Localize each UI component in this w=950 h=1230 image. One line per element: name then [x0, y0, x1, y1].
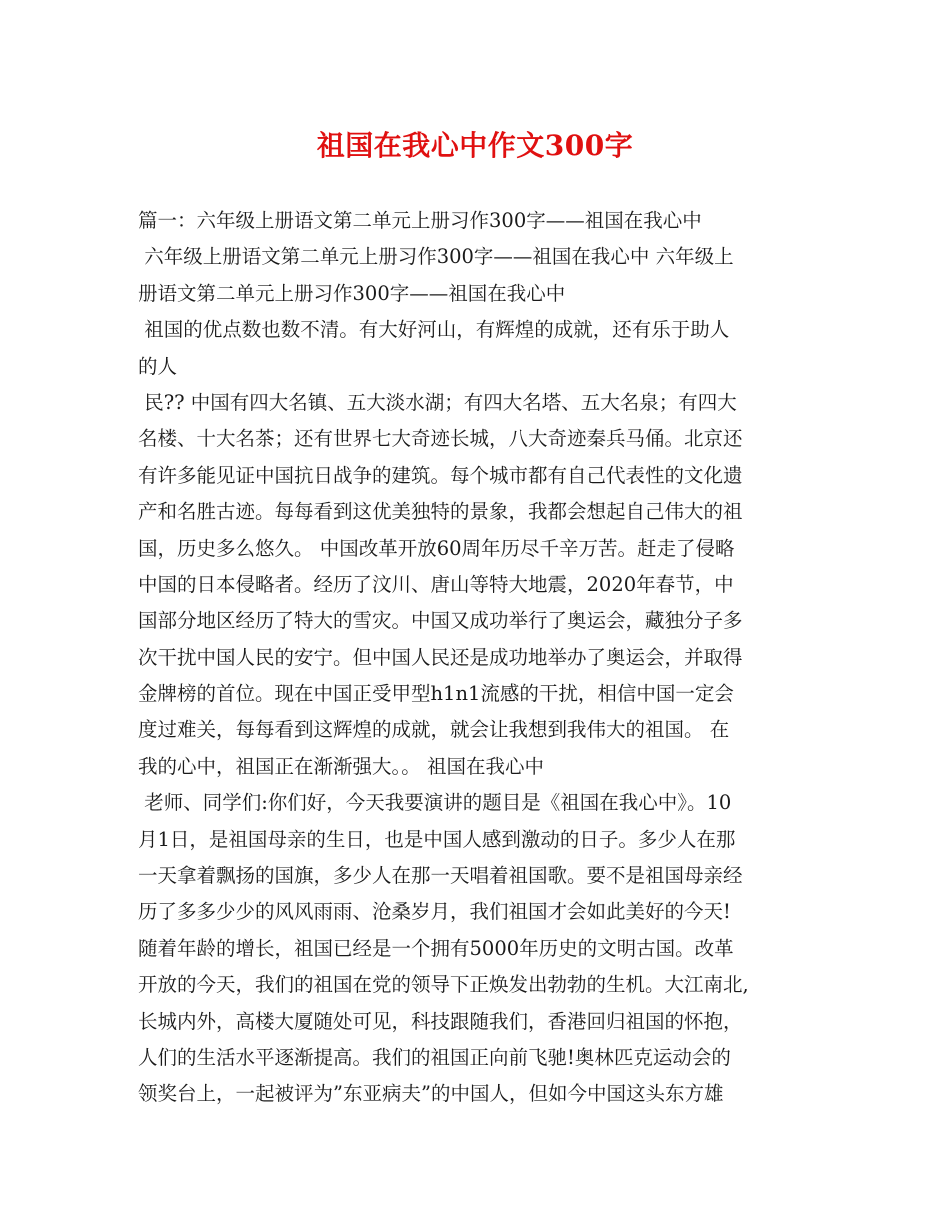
text-line: 篇一：六年级上册语文第二单元上册习作300字——祖国在我心中: [138, 209, 702, 232]
text-line: 的人: [138, 354, 178, 378]
text-line: 六年级上册语文第二单元上册习作300字——祖国在我心中 六年级上: [138, 245, 734, 269]
text-line: 金牌榜的首位。现在中国正受甲型h1n1流感的干扰，相信中国一定会: [138, 682, 734, 706]
text-line: 领奖台上，一起被评为”东亚病夫”的中国人，但如今中国这头东方雄: [138, 1082, 724, 1106]
text-line: 产和名胜古迹。每每看到这优美独特的景象，我都会想起自己伟大的祖: [138, 500, 743, 524]
text-line: 我的心中，祖国正在渐渐强大。。 祖国在我心中: [138, 754, 544, 778]
text-line: 长城内外，高楼大厦随处可见，科技跟随我们，香港回归祖国的怀抱，: [138, 1009, 743, 1033]
text-line: 祖国的优点数也数不清。有大好河山，有辉煌的成就，还有乐于助人: [138, 318, 730, 342]
text-line: 国部分地区经历了特大的雪灾。中国又成功举行了奥运会，藏独分子多: [138, 609, 743, 633]
text-line: 中国的日本侵略者。经历了汶川、唐山等特大地震，2020年春节，中: [138, 572, 734, 596]
text-line: 次干扰中国人民的安宁。但中国人民还是成功地举办了奥运会，并取得: [138, 645, 743, 669]
page-title: 祖国在我心中作文300字: [316, 129, 634, 162]
text-line: 开放的今天，我们的祖国在党的领导下正焕发出勃勃的生机。大江南北,: [138, 973, 749, 997]
text-line: 民?? 中国有四大名镇、五大淡水湖；有四大名塔、五大名泉；有四大: [138, 390, 737, 414]
text-line: 月1日，是祖国母亲的生日，也是中国人感到激动的日子。多少人在那: [138, 827, 736, 851]
text-line: 老师、同学们:你们好，今天我要演讲的题目是《祖国在我心中》。10: [138, 791, 732, 815]
text-line: 有许多能见证中国抗日战争的建筑。每个城市都有自己代表性的文化遗: [138, 463, 743, 487]
text-line: 国，历史多么悠久。 中国改革开放60周年历尽千辛万苦。赶走了侵略: [138, 536, 735, 560]
article-body: [138, 203, 828, 1113]
text-line: 名楼、十大名茶；还有世界七大奇迹长城，八大奇迹秦兵马俑。北京还: [138, 427, 743, 451]
text-line: 历了多多少少的风风雨雨、沧桑岁月，我们祖国才会如此美好的今天!: [138, 900, 731, 924]
text-line: 一天拿着飘扬的国旗，多少人在那一天唱着祖国歌。要不是祖国母亲经: [138, 864, 743, 888]
text-line: 人们的生活水平逐渐提高。我们的祖国正向前飞驰!奥林匹克运动会的: [138, 1045, 731, 1069]
text-line: 度过难关，每每看到这辉煌的成就，就会让我想到我伟大的祖国。 在: [138, 718, 730, 742]
text-line: 随着年龄的增长，祖国已经是一个拥有5000年历史的文明古国。改革: [138, 936, 734, 960]
text-line: 册语文第二单元上册习作300字——祖国在我心中: [138, 281, 566, 305]
